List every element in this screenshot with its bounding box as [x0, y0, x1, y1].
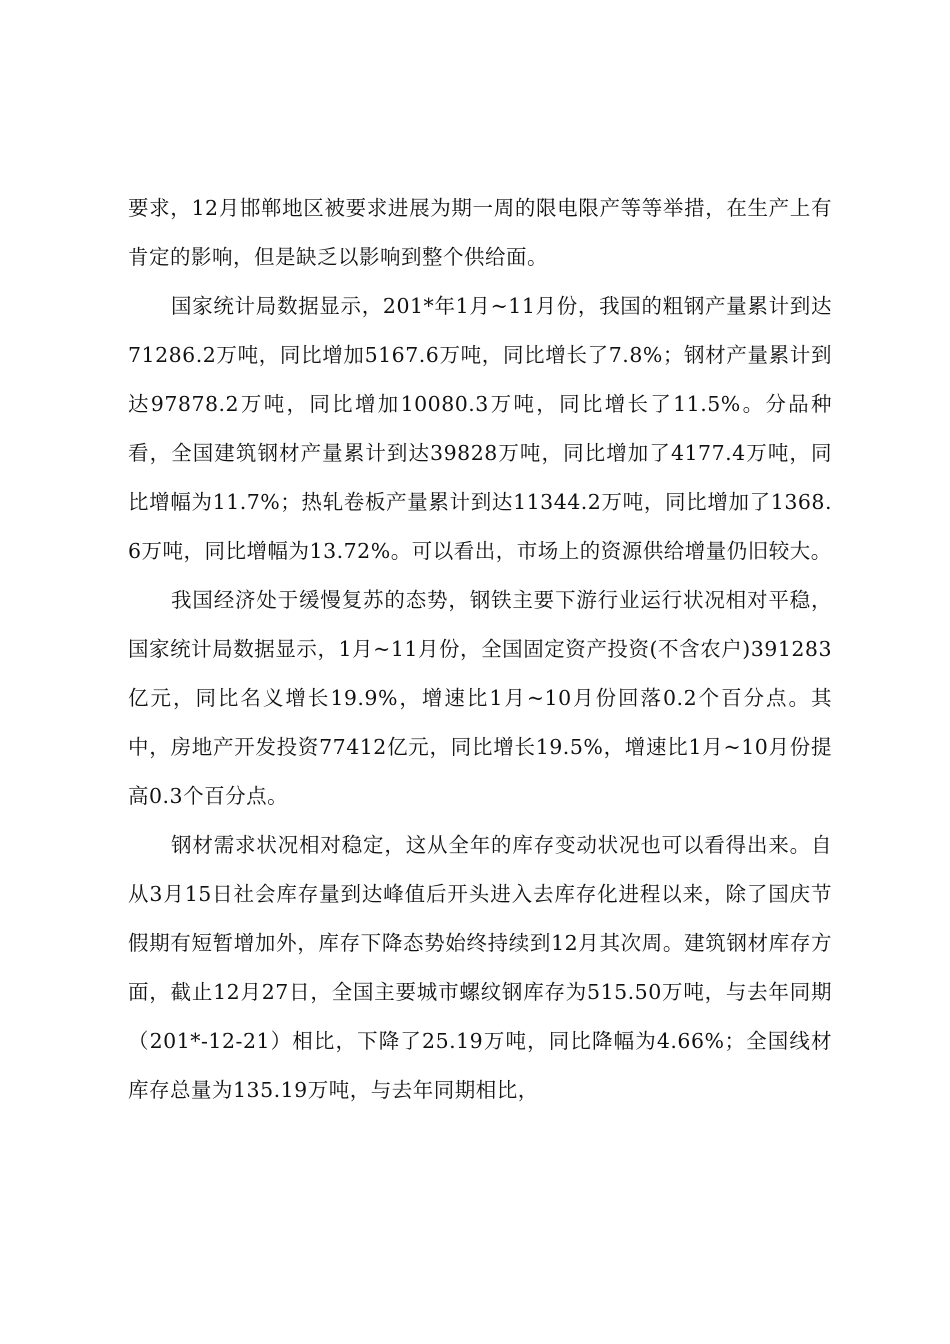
paragraph-inventory: 钢材需求状况相对稳定，这从全年的库存变动状况也可以看得出来。自从3月15日社会库存量到达峰值后开头进入去库存化进程以来，除了国庆节假期有短暂增加外，库存下降态势始终持续到12月其次周。建筑钢材库存方面，截止12月27日，全国主要城市螺纹钢库存为515.50万吨，与去年同期（201*-12-21）相比，下降了25.19万吨，同比降幅为4.66%；全国线材库存总量为135.19万吨，与去年同期相比，: [128, 833, 832, 1102]
paragraph-steel-output: 国家统计局数据显示，201*年1月~11月份，我国的粗钢产量累计到达71286.2万吨，同比增加5167.6万吨，同比增长了7.8%；钢材产量累计到达97878.2万吨，同比增加10080.3万吨，同比增长了11.5%。分品种看，全国建筑钢材产量累计到达39828万吨，同比增加了4177.4万吨，同比增幅为11.7%；热轧卷板产量累计到达11344.2万吨，同比增加了1368.6万吨，同比增幅为13.72%。可以看出，市场上的资源供给增量仍旧较大。: [128, 294, 832, 563]
document-body: [128, 184, 832, 1115]
paragraph-supply-impact: 要求，12月邯郸地区被要求进展为期一周的限电限产等等举措，在生产上有肯定的影响，但是缺乏以影响到整个供给面。: [128, 196, 832, 269]
paragraph-investment: 我国经济处于缓慢复苏的态势，钢铁主要下游行业运行状况相对平稳，国家统计局数据显示，1月~11月份，全国固定资产投资(不含农户)391283亿元，同比名义增长19.9%，增速比1月~10月份回落0.2个百分点。其中，房地产开发投资77412亿元，同比增长19.5%，增速比1月~10月份提高0.3个百分点。: [128, 588, 833, 808]
